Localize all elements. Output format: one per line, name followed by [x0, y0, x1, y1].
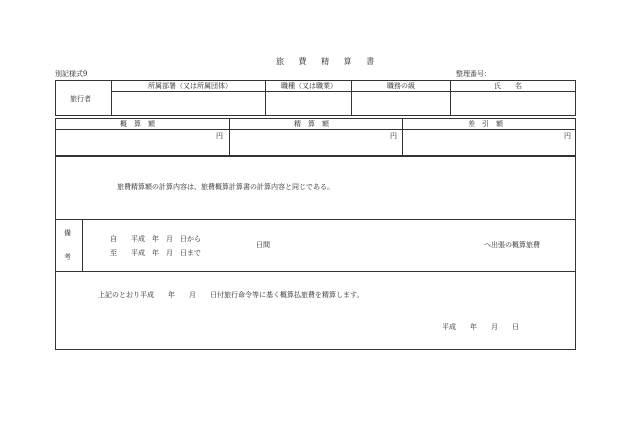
estimated-amount-header: 概 算 額	[120, 120, 155, 128]
settled-yen-unit: 円	[390, 132, 397, 140]
estimated-yen-unit: 円	[216, 132, 223, 140]
calculation-note: 旅費精算額の計算内容は、旅費概算計算書の計算内容と同じである。	[117, 183, 334, 191]
form-number: 別記様式9	[55, 70, 88, 78]
declaration-text: 上記のとおり平成 年 月 日付旅行命令等に基く概算払旅費を精算します。	[98, 291, 364, 299]
name-header: 氏 名	[494, 82, 522, 90]
department-header: 所属部署（又は所属団体）	[148, 82, 232, 90]
traveler-label: 旅行者	[70, 95, 91, 103]
difference-yen-unit: 円	[564, 132, 571, 140]
grade-header: 職務の級	[387, 82, 415, 90]
days-label: 日間	[256, 241, 270, 249]
remarks-label-top: 備	[64, 229, 71, 237]
period-from: 自 平成 年 月 日から	[110, 235, 201, 243]
trip-label: へ出張の概算旅費	[484, 241, 540, 249]
settled-amount-header: 精 算 額	[294, 120, 329, 128]
remarks-label-bottom: 考	[64, 253, 71, 261]
difference-amount-header: 差 引 額	[468, 120, 503, 128]
job-type-header: 職種（又は職業）	[281, 82, 337, 90]
reference-number-label: 整理番号：	[456, 70, 491, 78]
date-line: 平成 年 月 日	[442, 323, 519, 331]
document-title: 旅 費 精 算 書	[276, 57, 381, 66]
period-to: 至 平成 年 月 日まで	[110, 249, 201, 257]
